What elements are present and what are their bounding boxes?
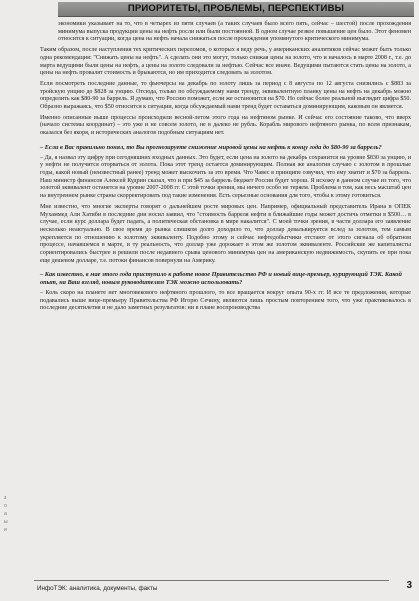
page-number: 3 — [406, 580, 412, 591]
margin-mark: и — [4, 527, 7, 533]
article-body — [40, 21, 411, 316]
paragraph-4: Именно описанные выше процессы происходили весной-летом этого года на нефтяном рынке. И сейчас его состояние таково, что вверх (начало системы координат) – это уже и не совсем золото, не в далеко не рубль. Корабль мирового нефтяного рынка, по всем признакам, оказался без якоря, и исторических аналогов подобным ситуациям нет. — [40, 114, 411, 137]
section-header-title: ПРИОРИТЕТЫ, ПРОБЛЕМЫ, ПЕРСПЕКТИВЫ — [127, 3, 345, 14]
question-1: – Если в Вас правильно понял, то Вы прогнозируете снижение мировой цены на нефть к концу года до $80-90 за баррель? — [40, 143, 382, 151]
margin-mark: з — [4, 495, 7, 501]
answer-1-para-1: – Да, я назвал эту цифру при сегодняшних входных данных. Это будет, если цена на золото на декабрь сохранится на уровне $830 за унцию, и у нефти не получится оторваться от золота. Пока этот тренд остается доминирующим. Полная же аналогия случаю с золотом в прошлые годы, какой новый (неизвестный ранее) тренд может выскочить за это время. Что Чавес в принципе озвучил, что ему хватит и $70 за баррель. Наш министр финансов Алексей Кудрин сказал, что и при $45 за баррель бюджет России будет хорош. Я исхожу в данном случае из того, что золотой эквивалент останется на уровне 2007-2008 гг. С этой точки зрения, мы ничего особо не теряем. Проблема в том, как весь масштаб цен на внутреннем рынке страны скорректировать под такие изменения. Есть серьезные основания для того, чтобы к этому готовиться. — [40, 154, 411, 200]
section-header-bar — [58, 2, 414, 17]
answer-2: – Коль скоро на планете нет многовекового нефтяного прошлого, то все вращается вокруг опыта 90-х гг. И все те предложения, которые подавались выше вице-премьеру Правительства РФ Игорю Сечину, являются лишь простым повторением того, что уже практиковалось в последние десятилетия и не дало заметных результатов: ни в плане воспроизводства — [40, 290, 411, 312]
answer-1-para-2: Мне известно, что многие эксперты говорят о дальнейшем росте мировых цен. Например, официальный представитель Ирана в ОПЕК Мухаммед Али Хатиби в последние дни носил заявил, что "стоимость барреля нефти в ближайшие годы может достичь отметки в $500… в случае, если курс доллара будет падать, а политическая обстановка в мире накалится". С моей точки зрения, в части доллара его заявление несколько неактуально. В свое время до рынка слишком долго доходило то, что доллар девальвируется вслед за золотом, тем самым укрепляется по отношению к золотому эквиваленту. Подобно этому и сейчас нефтедобытчики отстают от этого сигнала об обратном процессе, начавшемся в марте, и ту реальность, что доллар уже дорожает в этом же золотом эквиваленте. Российские же капиталисты сориентировались быстрее и решили после недавнего срыва ценового минимума цен на американскую недвижимость, скупить ее при пока еще дешевом долларе, т.е. потоки финансов повернули на Америку. — [40, 203, 411, 264]
paragraph-2: Таким образом, после наступления тех критических переломов, о которых я веду речь, у американских аналитиков сейчас может быть только одна рекомендация: "Снижать цены на нефть". А сделать они это могут, только снижая цены на золото, что и началось в марте 2008 г., т.е. до марта ведущими были цены на нефть, а цены на золото следовали за нефтью. Сейчас все иначе. Ведущими пытаются стать цены на золото, а цены на нефть провалят стоимость и брыкаются, но им приходится следовать за золотом. — [40, 47, 411, 77]
left-margin-marks — [4, 494, 14, 534]
margin-mark: ы — [4, 519, 8, 525]
paragraph-3: Если посмотреть последние данные, то фьючерсы на декабрь по золоту лишь за период с 8 августа по 12 августа снизились с $883 за тройскую унцию до $828 за унцию. Отсюда, только по обсуждаемому нами тренду, эквивалентную планку цены на нефть на декабрь можно определить как $80-90 за баррель. Я думаю, что Россию поможет, если же остановится на $70. Но сейчас более реальной выглядит цифра $50. Образно выражаясь, что $50 относится к ситуации, когда обсуждаемый нами тренд будет оставаться доминирующим, каковым он является. — [40, 80, 411, 111]
paragraph-1: экономики указывает на то, что в четырех из пяти случаев (а таких случаев было всего пять, сейчас – шестой) после прохождения минимума выпуска продукции цены на нефть росли или были постоянной. В одном случае резкое повышение цен было. Этот феномен относится к ситуации, когда цена на нефть начала снижаться после прохождения упомянутого критического минимума. — [58, 21, 411, 43]
margin-mark: о — [4, 503, 7, 509]
margin-mark: а — [4, 511, 7, 517]
footer-divider — [34, 580, 389, 581]
footer-publication: ИнфоТЭК: аналитика, документы, факты — [37, 585, 158, 592]
question-2: – Как известно, в мае этого года приступило к работе новое Правительство РФ и новый вице-премьер, курирующий ТЭК. Какой опыт, на Ваш взгляд, новым руководителям ТЭК можно использовать? — [40, 271, 402, 287]
